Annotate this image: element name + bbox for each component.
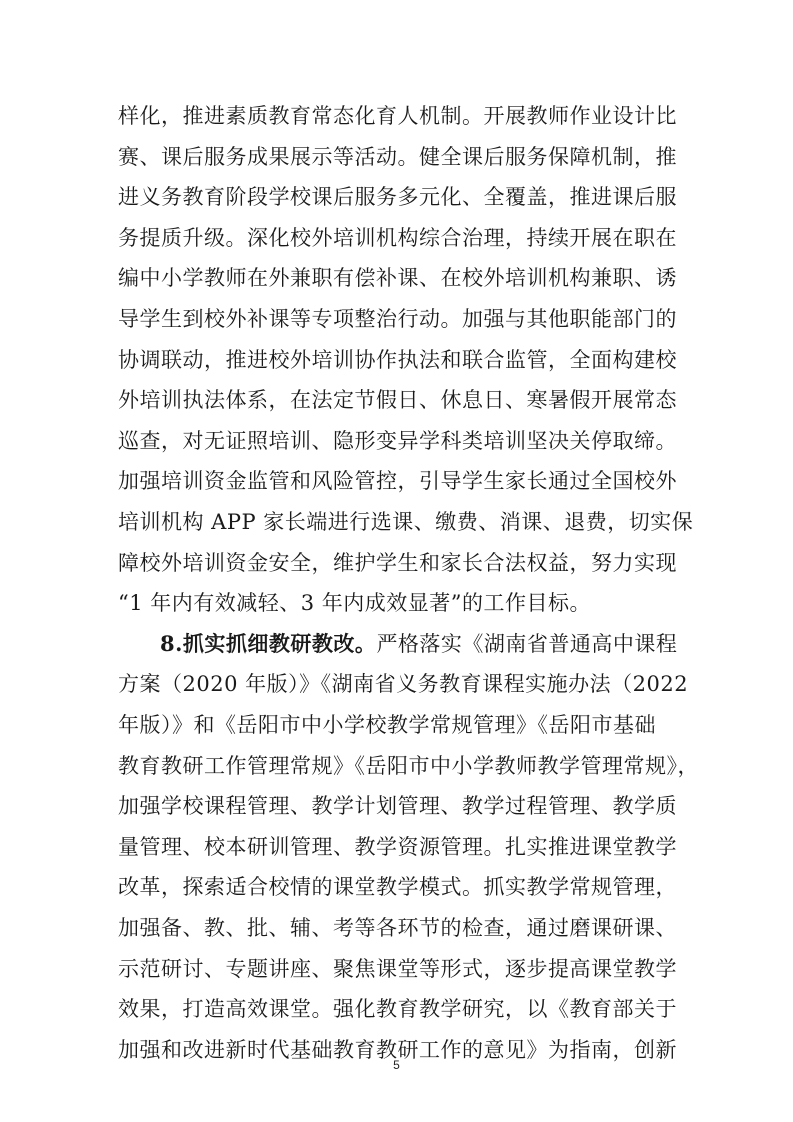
paragraph1-line-6: 导学生到校外补课等专项整治行动。加强与其他职能部门的 <box>118 307 677 331</box>
paragraph1-line-11: 培训机构 APP 家长端进行选课、缴费、消课、退费，切实保 <box>118 510 694 534</box>
paragraph2-line-5: 加强学校课程管理、教学计划管理、教学过程管理、教学质 <box>118 794 677 819</box>
paragraph1-line-8: 外培训执法体系，在法定节假日、休息日、寒暑假开展常态 <box>118 388 677 413</box>
paragraph1-line-1: 样化，推进素质教育常态化育人机制。开展教师作业设计比 <box>118 104 677 128</box>
section-heading: 8.抓实抓细教研教改。 <box>160 630 377 656</box>
paragraph1-line-10: 加强培训资金监管和风险管控，引导学生家长通过全国校外 <box>118 469 677 494</box>
paragraph2-line-2: 方案（2020 年版）》《湖南省义务教育课程实施办法（2022 <box>118 672 689 697</box>
paragraph1-line-4: 务提质升级。深化校外培训机构综合治理，持续开展在职在 <box>118 225 677 250</box>
paragraph1-line-7: 协调联动，推进校外培训协作执法和联合监管，全面构建校 <box>118 347 677 372</box>
paragraph1-line-13: “1 年内有效减轻、3 年内成效显著”的工作目标。 <box>118 591 592 616</box>
paragraph1-line-2: 赛、课后服务成果展示等活动。健全课后服务保障机制，推 <box>118 144 677 169</box>
paragraph2-line-8: 加强备、教、批、辅、考等各环节的检查，通过磨课研课、 <box>118 916 677 940</box>
paragraph1-line-5: 编中小学教师在外兼职有偿补课、在校外培训机构兼职、诱 <box>118 266 677 291</box>
paragraph2-line-9: 示范研讨、专题讲座、聚焦课堂等形式，逐步提高课堂教学 <box>118 956 677 981</box>
paragraph1-line-9: 巡查，对无证照培训、隐形变异学科类培训坚决关停取缔。 <box>118 428 677 453</box>
paragraph1-line-3: 进义务教育阶段学校课后服务多元化、全覆盖，推进课后服 <box>118 185 677 210</box>
paragraph2-line-1-text: 严格落实《湖南省普通高中课程 <box>376 631 678 656</box>
paragraph2-line-4: 教育教研工作管理常规》《岳阳市中小学教师教学管理常规》， <box>118 753 699 778</box>
paragraph1-line-12: 障校外培训资金安全，维护学生和家长合法权益，努力实现 <box>118 550 677 575</box>
paragraph2-line-3: 年版）》和《岳阳市中小学校教学常规管理》《岳阳市基础 <box>118 713 656 737</box>
paragraph2-line-6: 量管理、校本研训管理、教学资源管理。扎实推进课堂教学 <box>118 834 677 859</box>
paragraph2-line-10: 效果，打造高效课堂。强化教育教学研究，以《教育部关于 <box>118 997 677 1022</box>
paragraph2-line-1 <box>160 629 684 659</box>
page-number: 5 <box>393 1058 400 1072</box>
paragraph2-line-11: 加强和改进新时代基础教育教研工作的意见》为指南，创新 <box>118 1037 677 1062</box>
paragraph2-line-7: 改革，探索适合校情的课堂教学模式。抓实教学常规管理， <box>118 875 677 900</box>
